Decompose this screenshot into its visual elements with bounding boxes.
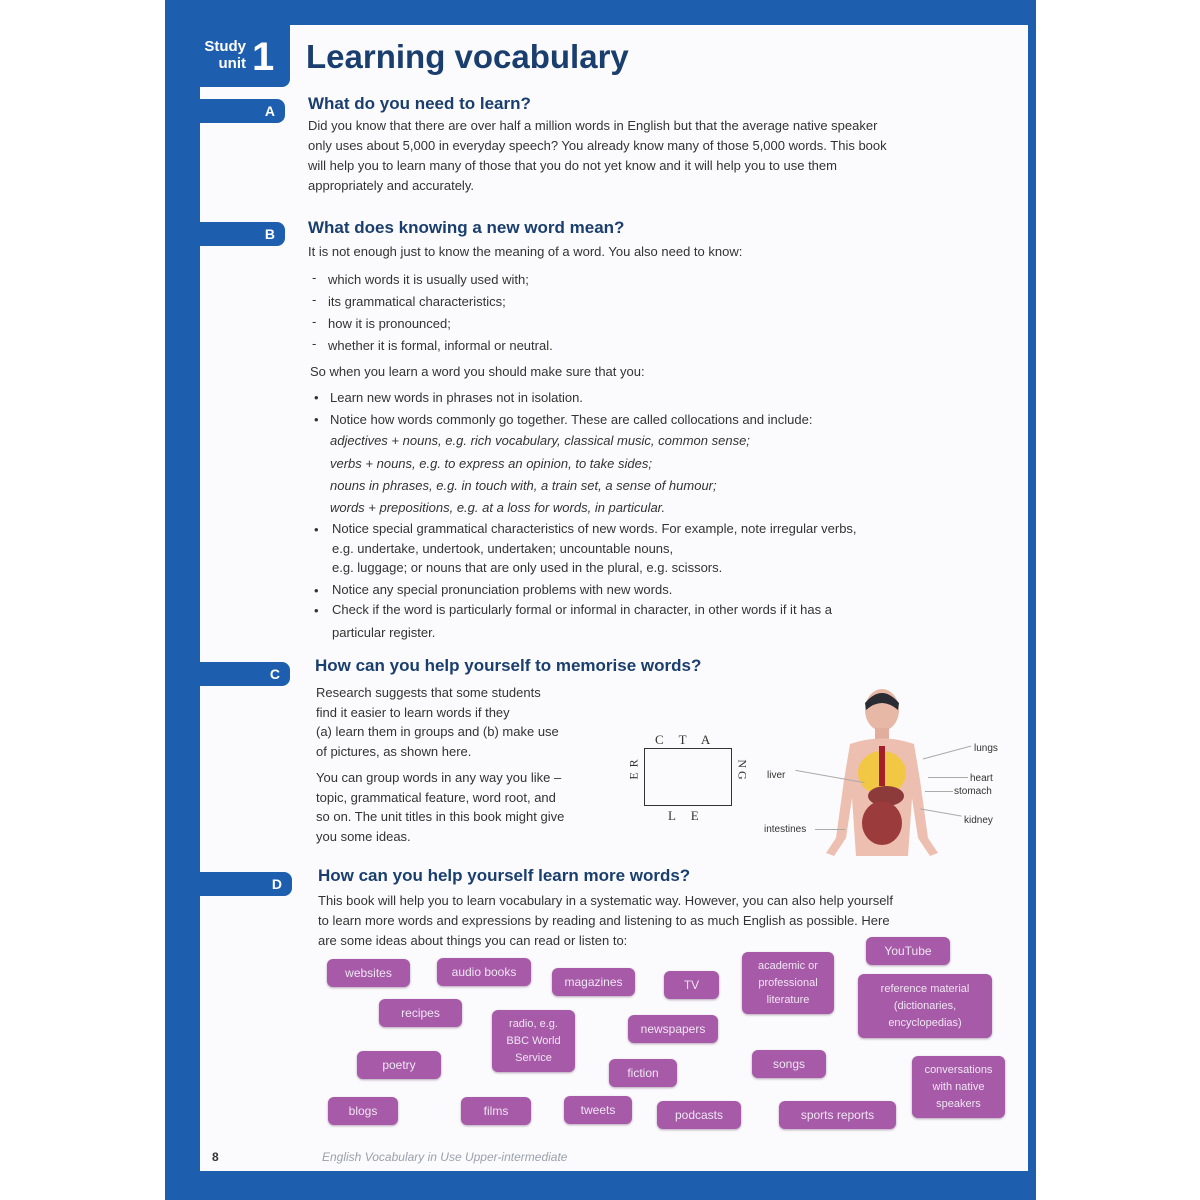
chip-poetry: poetry [357, 1051, 441, 1079]
collocation-example: words + prepositions, e.g. at a loss for words, in particular. [330, 500, 666, 515]
section-b-so-when: So when you learn a word you should make sure that you: [310, 364, 645, 379]
chip-tv: TV [664, 971, 719, 999]
unit-label [190, 38, 246, 72]
section-c-text1 [316, 683, 559, 761]
chip-newspapers: newspapers [628, 1015, 718, 1043]
text-line: This book will help you to learn vocabulary in a systematic way. However, you can also help yourself [318, 893, 893, 908]
chip-magazines: magazines [552, 968, 635, 996]
section-c-text2 [316, 768, 564, 846]
section-tab-d: D [165, 872, 292, 896]
collocation-example: verbs + nouns, e.g. to express an opinion, to take sides; [330, 456, 652, 471]
section-tab-b: B [165, 222, 285, 246]
text-line: only uses about 5,000 in everyday speech? You already know many of those 5,000 words. This book [308, 138, 887, 153]
chip-conversations: conversations with native speakers [912, 1056, 1005, 1118]
text-line: of pictures, as shown here. [316, 743, 472, 759]
text-line: will help you to learn many of those that you do not yet know and it will help you to use them [308, 158, 837, 173]
section-tab-a: A [165, 99, 285, 123]
chip-academic-literature: academic or professional literature [742, 952, 834, 1014]
tip-item: e.g. luggage; or nouns that are only used in the plural, e.g. scissors. [332, 560, 723, 575]
dash-bullet: - [312, 314, 317, 329]
bullet-dot: • [314, 603, 319, 618]
label-kidney: kidney [964, 815, 993, 826]
unit-label-line1: Study [204, 38, 246, 55]
bullet-dot: • [314, 583, 319, 598]
unit-number: 1 [252, 35, 275, 79]
tip-item: e.g. undertake, undertook, undertaken; uncountable nouns, [332, 541, 674, 556]
bullet-dot: • [314, 390, 319, 405]
leader-line [928, 777, 968, 778]
text-line: find it easier to learn words if they [316, 704, 510, 720]
unit-label-line2: unit [218, 55, 246, 72]
chip-reference-material: reference material (dictionaries, encyclopedias) [858, 974, 992, 1038]
chip-songs: songs [752, 1050, 826, 1078]
tip-item: Learn new words in phrases not in isolation. [330, 390, 583, 405]
section-b-heading: What does knowing a new word mean? [308, 218, 625, 237]
rectangle-word-diagram [644, 748, 732, 806]
chip-radio: radio, e.g. BBC World Service [492, 1010, 575, 1072]
label-lungs: lungs [974, 743, 998, 754]
diagram-bottom-letters: L E [668, 808, 705, 823]
diagram-right-letters: N G [735, 759, 750, 780]
section-d-text [318, 891, 893, 951]
left-margin-bar [165, 0, 200, 1200]
need-item: its grammatical characteristics; [328, 294, 506, 309]
text-line: to learn more words and expressions by reading and listening to as much English as possible. Here [318, 913, 890, 928]
chip-websites: websites [327, 959, 410, 987]
section-c-heading: How can you help yourself to memorise words? [315, 656, 702, 675]
diagram-left-letters: E R [626, 759, 641, 780]
tip-item: Notice special grammatical characteristics of new words. For example, note irregular verbs, [332, 521, 857, 536]
text-line: topic, grammatical feature, word root, and [316, 789, 556, 805]
need-item: whether it is formal, informal or neutral. [328, 338, 553, 353]
label-intestines: intestines [764, 824, 807, 835]
chip-films: films [461, 1097, 531, 1125]
text-line: you some ideas. [316, 828, 411, 844]
tip-item: particular register. [332, 625, 436, 640]
text-line: Research suggests that some students [316, 685, 541, 700]
section-b-intro: It is not enough just to know the meaning of a word. You also need to know: [308, 244, 743, 259]
text-line: You can group words in any way you like – [316, 770, 562, 785]
chip-blogs: blogs [328, 1097, 398, 1125]
dash-bullet: - [312, 270, 317, 285]
leader-line [925, 791, 953, 792]
label-stomach: stomach [954, 786, 992, 797]
chip-fiction: fiction [609, 1059, 677, 1087]
chip-audio-books: audio books [437, 958, 531, 986]
book-title-footer: English Vocabulary in Use Upper-intermediate [322, 1150, 568, 1164]
tip-item: Notice how words commonly go together. These are called collocations and include: [330, 412, 813, 427]
label-liver: liver [767, 770, 786, 781]
bullet-dot: • [314, 412, 319, 427]
section-d-heading: How can you help yourself learn more words? [318, 866, 691, 885]
chip-podcasts: podcasts [657, 1101, 741, 1129]
tip-item: Notice any special pronunciation problems with new words. [332, 582, 673, 597]
bullet-dot: • [314, 522, 319, 537]
need-item: which words it is usually used with; [328, 272, 529, 287]
dash-bullet: - [312, 336, 317, 351]
page-title: Learning vocabulary [306, 38, 629, 75]
dash-bullet: - [312, 292, 317, 307]
chip-youtube: YouTube [866, 937, 950, 965]
section-a-heading: What do you need to learn? [308, 94, 531, 113]
need-item: how it is pronounced; [328, 316, 451, 331]
text-line: are some ideas about things you can read or listen to: [318, 933, 628, 948]
chip-recipes: recipes [379, 999, 462, 1027]
collocation-example: adjectives + nouns, e.g. rich vocabulary, classical music, common sense; [330, 433, 750, 448]
collocation-example: nouns in phrases, e.g. in touch with, a train set, a sense of humour; [330, 478, 717, 493]
chip-sports-reports: sports reports [779, 1101, 896, 1129]
leader-line [815, 829, 845, 830]
text-line: so on. The unit titles in this book might give [316, 809, 565, 824]
diagram-top-letters: C T A [655, 732, 717, 747]
page-number: 8 [212, 1150, 219, 1164]
section-tab-c: C [165, 662, 290, 686]
text-line: appropriately and accurately. [308, 178, 474, 193]
label-heart: heart [970, 773, 993, 784]
chip-tweets: tweets [564, 1096, 632, 1124]
tip-item: Check if the word is particularly formal or informal in character, in other words if it has a [332, 602, 832, 617]
text-line: (a) learn them in groups and (b) make use [316, 724, 559, 739]
text-line: Did you know that there are over half a million words in English but that the average native speaker [308, 118, 878, 133]
section-a-text [308, 116, 887, 196]
